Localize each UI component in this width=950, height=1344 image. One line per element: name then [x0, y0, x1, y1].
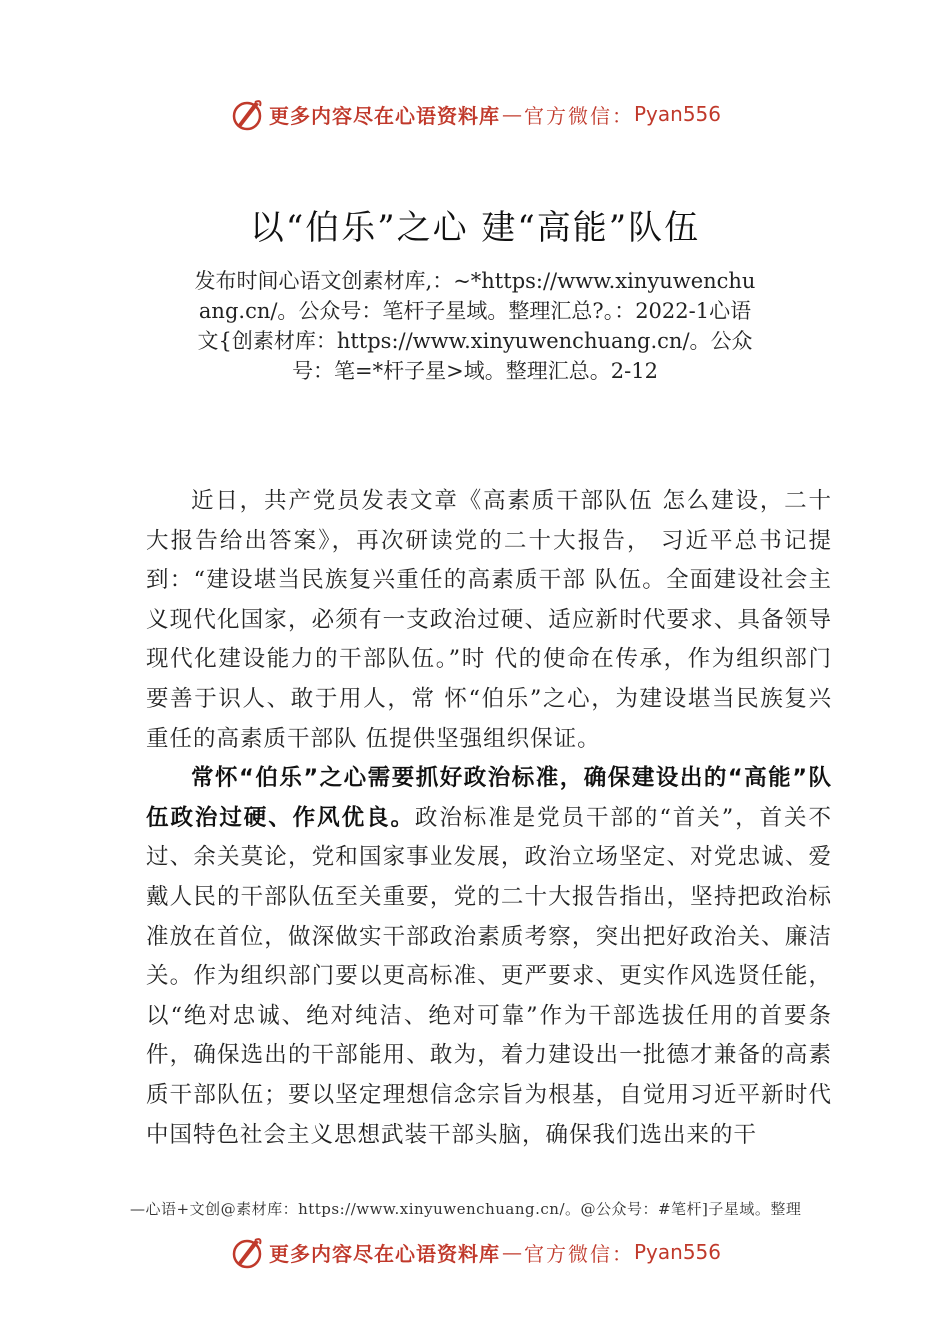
banner-dash: —	[501, 102, 522, 126]
banner-brand: 更多内容尽在心语资料库	[268, 103, 500, 128]
paragraph-2-bold: 常怀“伯乐”之心需要抓好政治标准，确保建设出的“高能”队伍政治过硬、作风优良。	[146, 765, 832, 831]
quill-logo-icon	[229, 1234, 265, 1270]
article-title: 以“伯乐”之心 建“高能”队伍	[249, 208, 701, 248]
publish-meta: 发布时间心语文创素材库,：~*https://www.xinyuwenchuang.cn/。公众号：笔杆子星域。整理汇总?。：2022-1心语文{创素材库：https://www.xinyuwenchuang.cn/。公众号：笔=*杆子星>域。整理汇总。2-12	[194, 269, 756, 383]
paragraph-2	[146, 759, 832, 1155]
footer-note: —心语+文创@素材库：https://www.xinyuwenchuang.cn/。@公众号：#笔杆]子星域。整理	[130, 1200, 802, 1218]
banner-wechat-label: 官方微信：	[523, 1241, 634, 1266]
paragraph-1-text: 近日，共产党员发表文章《高素质干部队伍 怎么建设，二十大报告给出答案》，再次研读党的二十大报告， 习近平总书记提到：“建设堪当民族复兴重任的高素质干部 队伍。全面建设社会主义现代化国家，必须有一支政治过硬、适应新时代要求、具备领导现代化建设能力的干部队伍。”时 代的使命在传承，作为组织部门要善于识人、敢于用人，常 怀“伯乐”之心，为建设堪当民族复兴重任的高素质干部队 伍提供坚强组织保证。	[146, 488, 832, 752]
article-body	[146, 482, 832, 1155]
quill-logo-icon	[229, 96, 265, 132]
banner-brand: 更多内容尽在心语资料库	[268, 1241, 500, 1266]
banner-wechat-id: Pyan556	[633, 1240, 721, 1264]
paragraph-1	[146, 482, 832, 759]
footer-banner	[0, 1232, 950, 1272]
paragraph-2-text: 政治标准是党员干部的“首关”，首关不过、余关莫论，党和国家事业发展，政治立场坚定、对党忠诚、爱戴人民的干部队伍至关重要，党的二十大报告指出，坚持把政治标准放在首位，做深做实干部政治素质考察，突出把好政治关、廉洁关。作为组织部门要以更高标准、更严要求、更实作风选贤任能，以“绝对忠诚、绝对纯洁、绝对可靠”作为干部选拔任用的首要条件，确保选出的干部能用、敢为，着力建设出一批德才兼备的高素质干部队伍；要以坚定理想信念宗旨为根基，自觉用习近平新时代中国特色社会主义思想武装干部头脑，确保我们选出来的干	[146, 804, 832, 1148]
banner-wechat-id: Pyan556	[633, 102, 721, 126]
banner-wechat-label: 官方微信：	[523, 103, 634, 128]
banner-dash: —	[501, 1240, 522, 1264]
header-banner	[0, 94, 950, 134]
